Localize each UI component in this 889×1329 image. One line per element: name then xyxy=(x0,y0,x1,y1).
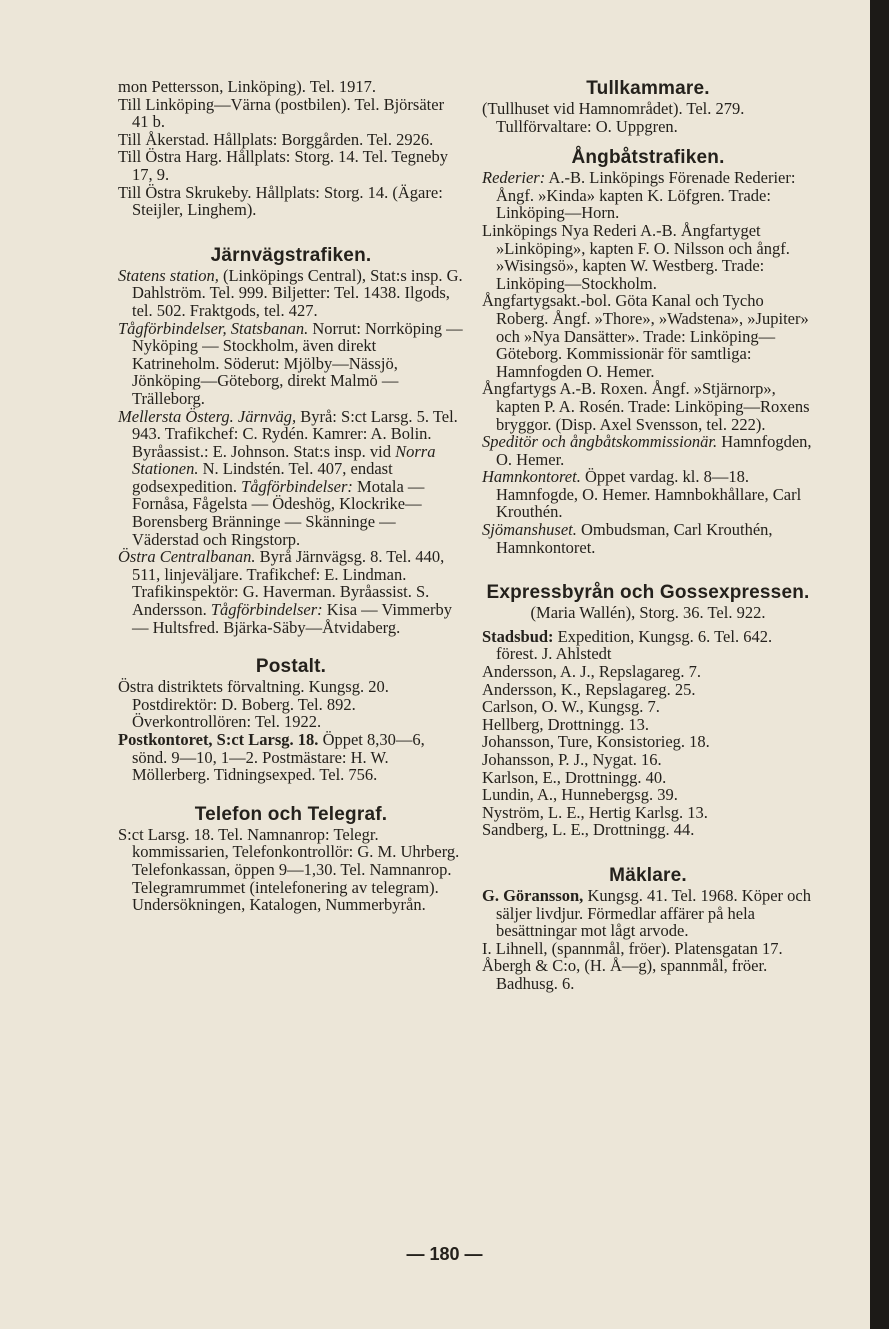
entry-text: Ombudsman, Carl Krouthén, Hamnkontoret. xyxy=(496,520,773,557)
entry-label: Sjömanshuset. xyxy=(482,520,577,540)
angbat-entry xyxy=(482,468,814,521)
section-heading-tull: Tullkammare. xyxy=(586,78,710,99)
entry-text: Byrå Järnvägsg. 8. Tel. 440, 511, linjeväljare. Trafikchef: E. Lindman. Trafikinspektör: G. Haverman. Byråassist. S. Andersson. xyxy=(132,547,445,620)
tull-entry: (Tullhuset vid Hamnområdet). Tel. 279. Tullförvaltare: O. Uppgren. xyxy=(482,99,745,136)
entry-text: Byrå: S:ct Larsg. 5. Tel. 943. Trafikchef: C. Rydén. Kamrer: A. Bolin. Byråassist.: E. Johnson. Stat:s insp. vid xyxy=(132,406,458,461)
entry-text: Öppet 8,30—6, sönd. 9—10, 1—2. Postmästare: H. W. Möllerberg. Tidningsexped. Tel. 756. xyxy=(132,730,425,785)
maklare-entry xyxy=(482,887,814,940)
entry-text: Motala — Fornåsa, Fågelsta — Ödeshög, Klockrike—Borensberg Bränninge — Skänninge — Väderstad och Ringstorp. xyxy=(132,476,425,549)
angbat-entry: Ångfartygs A.-B. Roxen. Ångf. »Stjärnorp», kapten P. A. Rosén. Trade: Linköping—Roxens bryggor. (Disp. Axel Svensson, tel. 222). xyxy=(482,379,810,434)
intro-block xyxy=(118,78,464,219)
entry-text: A.-B. Linköpings Förenade Rederier: Ångf. »Kinda» kapten K. Löfgren. Trade: Linköping—Horn. xyxy=(496,168,796,223)
entry-label: Statens station, xyxy=(118,265,219,285)
section-heading-jarnvag: Järnvägstrafiken. xyxy=(210,244,372,266)
entry-label: Norra Stationen. xyxy=(132,441,436,479)
jarnvag-entry xyxy=(118,548,464,636)
stadsbud-name: Nyström, L. E., Hertig Karlsg. 13. xyxy=(482,802,708,822)
stadsbud-name: Hellberg, Drottningg. 13. xyxy=(482,714,649,734)
entry-bold-label: Postkontoret, S:ct Larsg. 18. xyxy=(118,730,319,749)
section-heading-maklare: Mäklare. xyxy=(609,864,687,886)
section-heading-telefon: Telefon och Telegraf. xyxy=(194,803,388,825)
maklare-entry: Åbergh & C:o, (H. Å—g), spannmål, fröer. Badhusg. 6. xyxy=(482,956,768,993)
stadsbud-name: Carlson, O. W., Kungsg. 7. xyxy=(482,697,660,717)
angbat-entry xyxy=(482,433,814,468)
angbat-entry: Linköpings Nya Rederi A.-B. Ångfartyget »Linköping», kapten F. O. Nilsson och ångf. »Wisingsö», kapten W. Westberg. Trade: Linköping—Stockholm. xyxy=(482,220,790,293)
stadsbud-name: Andersson, A. J., Repslagareg. 7. xyxy=(482,662,702,682)
entry-text: Hamnfogden, O. Hemer. xyxy=(496,432,812,469)
jarnvag-entry xyxy=(118,320,464,408)
intro-line: Till Östra Harg. Hållplats: Storg. 14. Tel. Tegneby 17, 9. xyxy=(118,147,448,184)
stadsbud-name: Lundin, A., Hunnebergsg. 39. xyxy=(482,785,678,805)
entry-label: Tågförbindelser: xyxy=(241,476,353,496)
stadsbud-name: Andersson, K., Repslagareg. 25. xyxy=(482,679,696,699)
stadsbud-name: Sandberg, L. E., Drottningg. 44. xyxy=(482,820,695,840)
telefon-entry: S:ct Larsg. 18. Tel. Namnanrop: Telegr. kommissarien, Telefonkontrollör: G. M. Uhrberg. Telefonkassan, öppen 9—1,30. Tel. Namnanrop. Telegramrummet (intelefonering av telegram). Undersökningen, Katalogen, Nummerbyrån. xyxy=(118,824,460,915)
postalt-entry xyxy=(118,731,464,784)
section-heading-angbat: Ångbåtstrafiken. xyxy=(571,147,725,169)
postalt-entry: Östra distriktets förvaltning. Kungsg. 20. Postdirektör: D. Boberg. Tel. 892. Överkontrollören: Tel. 1922. xyxy=(118,677,389,732)
intro-line: Till Åkerstad. Hållplats: Borggården. Tel. 2926. xyxy=(118,129,434,149)
entry-label: Hamnkontoret. xyxy=(482,467,581,487)
entry-label: Mellersta Österg. Järnväg, xyxy=(118,406,297,426)
entry-label: Tågförbindelser, Statsbanan. xyxy=(118,318,309,338)
right-column xyxy=(482,78,814,993)
entry-bold-label: G. Göransson, xyxy=(482,885,584,905)
entry-label: Speditör och ångbåtskommissionär. xyxy=(482,432,718,452)
entry-text: Kisa — Vimmerby — Hultsfred. Bjärka-Säby—Åtvidaberg. xyxy=(132,600,452,637)
entry-text: Kungsg. 41. Tel. 1968. Köper och säljer livdjur. Förmedlar affärer på hela besättningar mot lågt arvode. xyxy=(496,885,811,941)
angbat-entry: Ångfartygsakt.-bol. Göta Kanal och Tycho Roberg. Ångf. »Thore», »Wadstena», »Jupiter» och »Nya Dansätter». Trade: Linköping—Göteborg. Kommissionär för samtliga: Hamnfogden O. Hemer. xyxy=(482,291,809,381)
stadsbud-entry xyxy=(482,628,814,663)
entry-label: Tågförbindelser: xyxy=(210,600,323,620)
intro-line: Till Östra Skrukeby. Hållplats: Storg. 14. (Ägare: Steijler, Linghem). xyxy=(118,182,443,220)
stadsbud-name: Karlson, E., Drottningg. 40. xyxy=(482,767,667,787)
stadsbud-name: Johansson, Ture, Konsistorieg. 18. xyxy=(482,732,710,752)
entry-label: Östra Centralbanan. xyxy=(118,547,256,567)
left-column xyxy=(118,78,464,914)
entry-text: Norrut: Norrköping — Nyköping — Stockholm, även direkt Katrineholm. Söderut: Mjölby—Nässjö, Jönköping—Göteborg, direkt Malmö —Trälleborg. xyxy=(132,318,463,408)
jarnvag-entry xyxy=(118,267,464,320)
page-number: — 180 — xyxy=(406,1244,483,1264)
angbat-entry xyxy=(482,169,814,222)
stadsbud-label: Stadsbud: xyxy=(482,626,554,646)
entry-label: Rederier: xyxy=(482,168,546,188)
entry-text: Öppet vardag. kl. 8—18. Hamnfogde, O. Hemer. Hamnbokhållare, Carl Krouthén. xyxy=(496,467,802,522)
maklare-entry: I. Lihnell, (spannmål, fröer). Platensgatan 17. xyxy=(482,938,783,958)
intro-line: Till Linköping—Värna (postbilen). Tel. Björsäter 41 b. xyxy=(118,94,445,132)
stadsbud-name: Johansson, P. J., Nygat. 16. xyxy=(482,750,662,769)
entry-text: (Linköpings Central), Stat:s insp. G. Dahlström. Tel. 999. Biljetter: Tel. 1438. Ilgods, tel. 502. Fraktgods, tel. 427. xyxy=(132,265,463,320)
section-heading-postalt: Postalt. xyxy=(255,656,327,678)
jarnvag-entry xyxy=(118,408,464,549)
intro-line: mon Pettersson, Linköping). Tel. 1917. xyxy=(118,77,376,96)
section-heading-express: Expressbyrån och Gossexpressen. xyxy=(486,582,810,604)
entry-text: Expedition, Kungsg. 6. Tel. 642. förest. J. Ahlstedt xyxy=(496,626,773,664)
entry-text: N. Lindstén. Tel. 407, endast godsexpedition. xyxy=(132,459,393,496)
express-subtitle: (Maria Wallén), Storg. 36. Tel. 922. xyxy=(530,603,766,623)
angbat-entry xyxy=(482,521,814,556)
